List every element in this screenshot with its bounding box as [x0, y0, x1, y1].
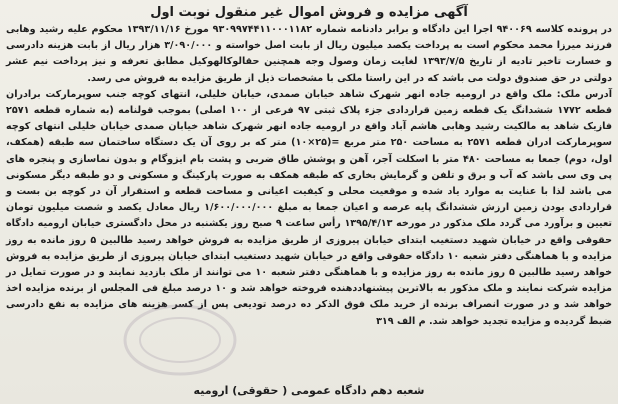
- court-signature: شعبه دهم دادگاه عمومی ( حقوقی) ارومیه: [193, 384, 425, 397]
- notice-paragraph-property: آدرس ملک: ملک واقع در ارومیه جاده انهر شهرک شاهد خیابان صمدی، خیابان خلیلی، انتهای کوچه جنب سوپرمارکت برادران قطعه ۱۷۷۲ ششدانگ یک قطعه زمین قراردادی جزء پلاک ثبتی ۹۷ فرعی از ۱۰۰ اصلی) بموجب قولنامه (به شماره قطعه ۲۵۷۱ فازیک شاهد به مالکیت رشید وهابی هاشم آباد واقع در ارومیه جاده انهر شهرک شاهد خیابان صمدی خیابان خلیلی انتهای کوچه سوپرمارکت ادران قطعه ۲۵۷۱ به مساحت ۲۵۰ متر مربع =(۲۵×۱۰) متر که بر روی آن یک دستگاه ساختمان سه طبقه (همکف، اول، دوم) جمعا به مساحت ۴۸۰ متر با اسکلت آجر، آهن و پوشش طاق ضربی و پشت بام ایزوگام و بدون نماسازی و پنجره های پی وی سی باشد که آب و برق و تلفن و گرمایش بخاری که طبقه همکف به صورت پارکینگ و مسکونی و دو طبقه دیگر مسکونی می باشد لذا با عنایت به موارد یاد شده و موقعیت محلی و کیفیت اعیانی و مساحت قطعه و استقرار آن در کوچه بن بست و قراردادی بودن زمین ارزش ششدانگ پایه عرصه و اعیان جمعا به مبلغ ۱/۶۰۰/۰۰۰/۰۰۰ ریال معادل یکصد و شصت میلیون تومان تعیین و برآورد می گردد ملک مذکور در مورخه ۱۳۹۵/۴/۱۳ رأس ساعت ۹ صبح روز یکشنبه در محل دادگستری خیابان ارومیه دادگاه حقوقی واقع در خیابان شهید دستغیب ابتدای خیابان پیروزی از طریق مزایده به فروش خواهد رسید طالبین ۵ روز مانده به روز مزایده و با هماهنگی دفتر شعبه ۱۰ دادگاه حقوقی واقع در خیابان شهید دستغیب ابتدای خیابان پیروزی از طریق مزایده به فروش خواهد رسید طالبین ۵ روز مانده به روز مزایده و با هماهنگی دفتر شعبه ۱۰ می توانند از ملک بازدید نمایند و در صورت تمایل در مزایده شرکت نمایند و ملک مذکور به بالاترین پیشنهاددهنده فروخته خواهد شد و ۱۰ درصد مبلغ فی المجلس از برنده مزایده اخذ خواهد شد و در صورت انصراف برنده از خرید ملک فوق الذکر ده درصد تودیعی پس از کسر هزینه های مزایده به نفع دادرسی ضبط گردیده و مزایده تجدید خواهد شد. م الف ۳۱۹: [6, 88, 612, 327]
- notice-paragraph-verdict: در پرونده کلاسه ۹۴۰۰۶۹ اجرا این دادگاه و برابر دادنامه شماره ۹۳۰۹۹۷۴۴۱۱۰۰۰۱۱۸۲ مورخ ۱۳۹۳/۱۱/۱۶ محکوم علیه رشید وهابی فرزند میرزا محمد محکوم است به پرداخت یکصد میلیون ریال از بابت اصل خواسته و ۳/۰۹۰/۰۰۰ هزار ریال از بابت هزینه دادرسی و خسارت تاخیر تادیه از تاریخ ۱۳۹۳/۷/۵ لغایت زمان وصول وجه همچنین حقالوکالهوکیل مطابق تعرفه و نیز پرداخت نیم عشر دولتی در حق صندوق دولت می باشد که در این راستا ملکی با مشخصات ذیل از طریق مزایده به فروش می رسد.: [6, 24, 612, 84]
- notice-title: آگهی مزایده و فروش اموال غیر منقول نوبت اول: [150, 5, 468, 20]
